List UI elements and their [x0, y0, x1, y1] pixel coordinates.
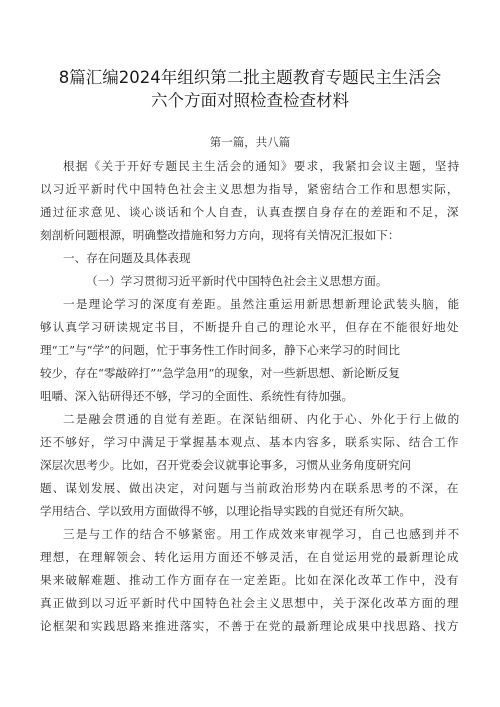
paragraph-line: 刻剖析问题根源，明确整改措施和努力方向，现将有关情况汇报如下：	[40, 228, 400, 242]
paragraph-line: 较少，存在“零敲碎打”“急学急用”的现象，对一些新思想、新论断反复	[40, 366, 400, 380]
paragraph-line: 果来破解难题、推动工作方面存在一定差距。比如在深化改革工作中，没有	[40, 573, 460, 587]
document-title-line-2: 六个方面对照检查检查材料	[151, 91, 349, 110]
document-title-line-1: 8篇汇编2024年组织第二批主题教育专题民主生活会	[58, 68, 442, 87]
paragraph-line: 够认真学习研读规定书目，不断提升自己的理论水平，但存在不能很好地处	[40, 320, 460, 334]
section-heading: 一、存在问题及具体表现	[63, 251, 191, 265]
paragraph-line: 深层次思考少。比如，召开党委会议就事论事多，习惯从业务角度研究问	[40, 458, 412, 472]
paragraph-line: 还不够好，学习中满足于掌握基本观点、基本内容多，联系实际、结合工作	[40, 435, 460, 449]
document-subtitle: 第一篇，共八篇	[209, 135, 291, 149]
paragraph-line: 三是与工作的结合不够紧密。用工作成效来审视学习，自己也感到并不	[63, 527, 461, 541]
paragraph-line: 理“工”与“学”的问题，忙于事务性工作时间多，静下心来学习的时间比	[40, 343, 400, 357]
paragraph-line: 一是理论学习的深度有差距。虽然注重运用新思想新理论武装头脑，能	[63, 297, 461, 311]
paragraph-line: 理想，在理解领会、转化运用方面还不够灵活，在自觉运用党的最新理论成	[40, 550, 460, 564]
subsection-heading: （一）学习贯彻习近平新时代中国特色社会主义思想方面。	[86, 274, 388, 288]
paragraph-line: 通过征求意见、谈心谈话和个人自查，认真查摆自身存在的差距和不足，深	[40, 205, 460, 219]
paragraph-line: 根据《关于开好专题民主生活会的通知》要求，我紧扣会议主题，坚持	[63, 159, 461, 173]
paragraph-line: 学用结合、学以致用方面做得不够，以理论指导实践的自觉还有所欠缺。	[40, 504, 412, 518]
paragraph-line: 二是融会贯通的自觉有差距。在深钻细研、内化于心、外化于行上做的	[63, 412, 461, 426]
paragraph-line: 题、谋划发展、做出决定，对问题与当前政治形势内在联系思考的不深，在	[40, 481, 460, 495]
paragraph-line: 咀嚼、深入钻研得还不够，学习的全面性、系统性有待加强。	[40, 389, 354, 403]
paragraph-line: 以习近平新时代中国特色社会主义思想为指导，紧密结合工作和思想实际，	[40, 182, 460, 196]
paragraph-line: 真正做到以习近平新时代中国特色社会主义思想中，关于深化改革方面的理	[40, 596, 460, 610]
paragraph-line: 论框架和实践思路来推进落实，不善于在党的最新理论成果中找思路、找方	[40, 619, 460, 633]
